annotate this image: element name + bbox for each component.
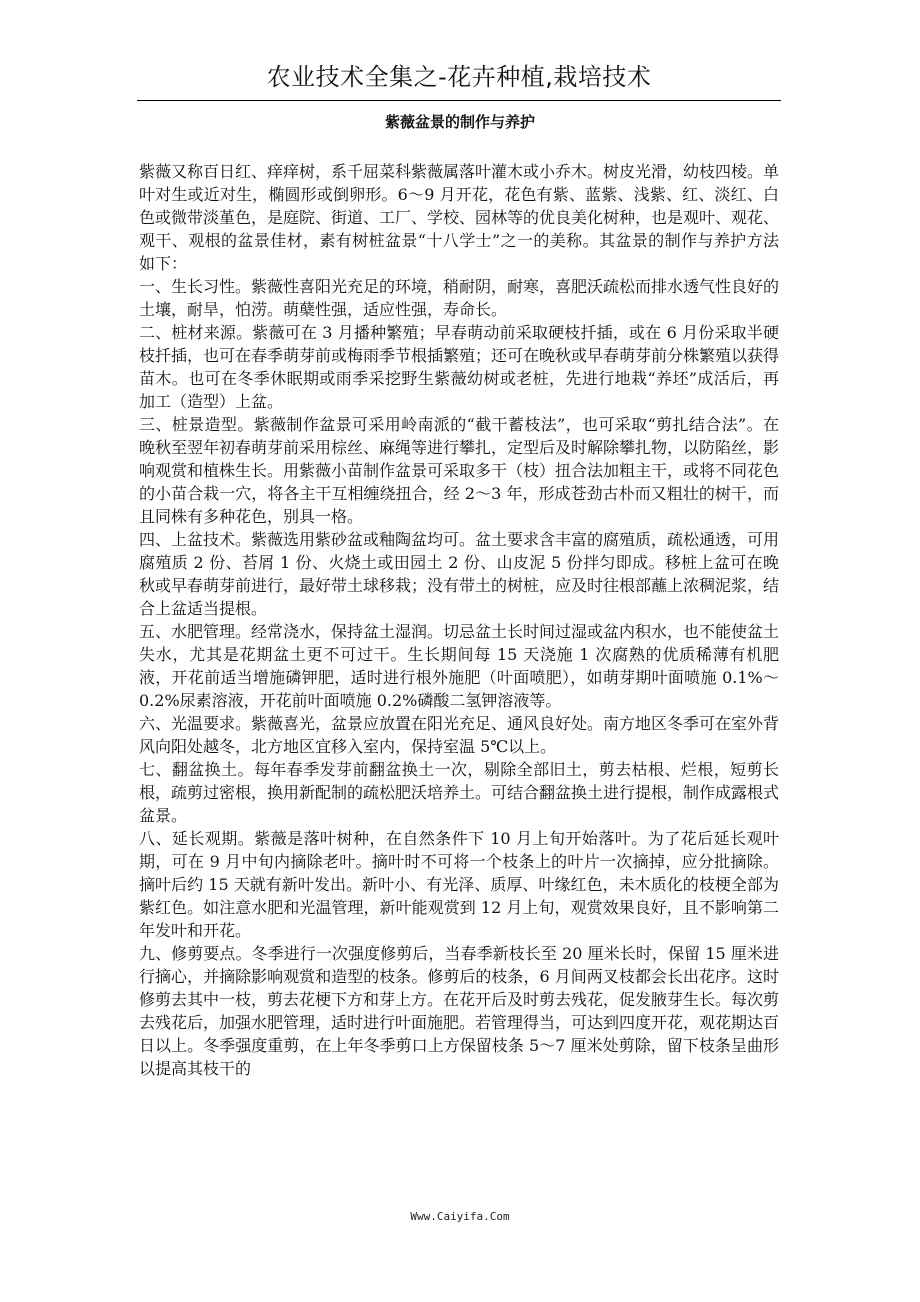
paragraph-stock-source: 二、桩材来源。紫薇可在 3 月播种繁殖；早春萌动前采取硬枝扦插，或在 6 月份采取半硬枝扦插，也可在春季萌芽前或梅雨季节根插繁殖；还可在晚秋或早春萌芽前分株繁殖以获得苗木。也可在冬季休眠期或雨季采挖野生紫薇幼树或老桩，先进行地栽“养坯”成活后，再加工（造型）上盆。: [139, 323, 780, 411]
paragraph-shaping: 三、桩景造型。紫薇制作盆景可采用岭南派的“截干蓄枝法”，也可采取“剪扎结合法”。在晚秋至翌年初春萌芽前采用棕丝、麻绳等进行攀扎，定型后及时解除攀扎物，以防陷丝，影响观赏和植株生长。用紫薇小苗制作盆景可采取多干（枝）扭合法加粗主干，或将不同花色的小苗合栽一穴，将各主干互相缠绕扭合，经 2～3 年，形成苍劲古朴而又粗壮的树干，而且同株有多种花色，别具一格。: [139, 415, 780, 526]
page-footer-url: Www.Caiyifa.Com: [410, 1210, 510, 1223]
paragraph-pruning: 九、修剪要点。冬季进行一次强度修剪后，当春季新枝长至 20 厘米长时，保留 15 厘米进行摘心，并摘除影响观赏和造型的枝条。修剪后的枝条，6 月间两叉枝都会长出花序。这时修剪去其中一枝，剪去花梗下方和芽上方。在花开后及时剪去残花，促发腋芽生长。每次剪去残花后，加强水肥管理，适时进行叶面施肥。若管理得当，可达到四度开花，观花期达百日以上。冬季强度重剪，在上年冬季剪口上方保留枝条 5～7 厘米处剪除，留下枝条呈曲形以提高其枝干的: [139, 944, 780, 1078]
document-body: [139, 160, 779, 1080]
paragraph-extend-viewing: 八、延长观期。紫薇是落叶树种，在自然条件下 10 月上旬开始落叶。为了花后延长观叶期，可在 9 月中旬内摘除老叶。摘叶时不可将一个枝条上的叶片一次摘掉，应分批摘除。摘叶后约 15 天就有新叶发出。新叶小、有光泽、质厚、叶缘红色，未木质化的枝梗全部为紫红色。如注意水肥和光温管理，新叶能观赏到 12 月上旬，观赏效果良好，且不影响第二年发叶和开花。: [139, 829, 779, 940]
paragraph-repotting: 七、翻盆换土。每年春季发芽前翻盆换土一次，剔除全部旧土，剪去枯根、烂根，短剪长根，疏剪过密根，换用新配制的疏松肥沃培养土。可结合翻盆换土进行提根，制作成露根式盆景。: [139, 760, 780, 825]
paragraph-light-temperature: 六、光温要求。紫薇喜光，盆景应放置在阳光充足、通风良好处。南方地区冬季可在室外背风向阳处越冬，北方地区宜移入室内，保持室温 5℃以上。: [139, 714, 780, 756]
paragraph-growth-habit: 一、生长习性。紫薇性喜阳光充足的环境，稍耐阴，耐寒，喜肥沃疏松而排水透气性良好的土壤，耐旱，怕涝。萌蘖性强，适应性强，寿命长。: [139, 277, 780, 319]
document-title: 紫薇盆景的制作与养护: [384, 113, 535, 131]
paragraph-potting: 四、上盆技术。紫薇选用紫砂盆或釉陶盆均可。盆土要求含丰富的腐殖质，疏松通透，可用腐殖质 2 份、苔屑 1 份、火烧土或田园土 2 份、山皮泥 5 份拌匀即成。移桩上盆可在晚秋或早春萌芽前进行，最好带土球移栽；没有带土的树桩，应及时往根部蘸上浓稠泥浆，结合上盆适当提根。: [139, 530, 780, 618]
paragraph-water-fertilizer: 五、水肥管理。经常浇水，保持盆土湿润。切忌盆土长时间过湿或盆内积水，也不能使盆土失水，尤其是花期盆土更不可过干。生长期间每 15 天浇施 1 次腐熟的优质稀薄有机肥液，开花前适当增施磷钾肥，适时进行根外施肥（叶面喷肥），如萌芽期叶面喷施 0.1%～0.2%尿素溶液，开花前叶面喷施 0.2%磷酸二氢钾溶液等。: [139, 622, 780, 710]
header-title: 农业技术全集之-花卉种植,栽培技术: [266, 63, 652, 91]
page-header: [137, 62, 781, 101]
paragraph-intro: 紫薇又称百日红、痒痒树，系千屈菜科紫薇属落叶灌木或小乔木。树皮光滑，幼枝四棱。单叶对生或近对生，椭圆形或倒卵形。6～9 月开花，花色有紫、蓝紫、浅紫、红、淡红、白色或微带淡堇色，是庭院、街道、工厂、学校、园林等的优良美化树种，也是观叶、观花、观干、观根的盆景佳材，素有树桩盆景“十八学士”之一的美称。其盆景的制作与养护方法如下：: [139, 162, 780, 273]
